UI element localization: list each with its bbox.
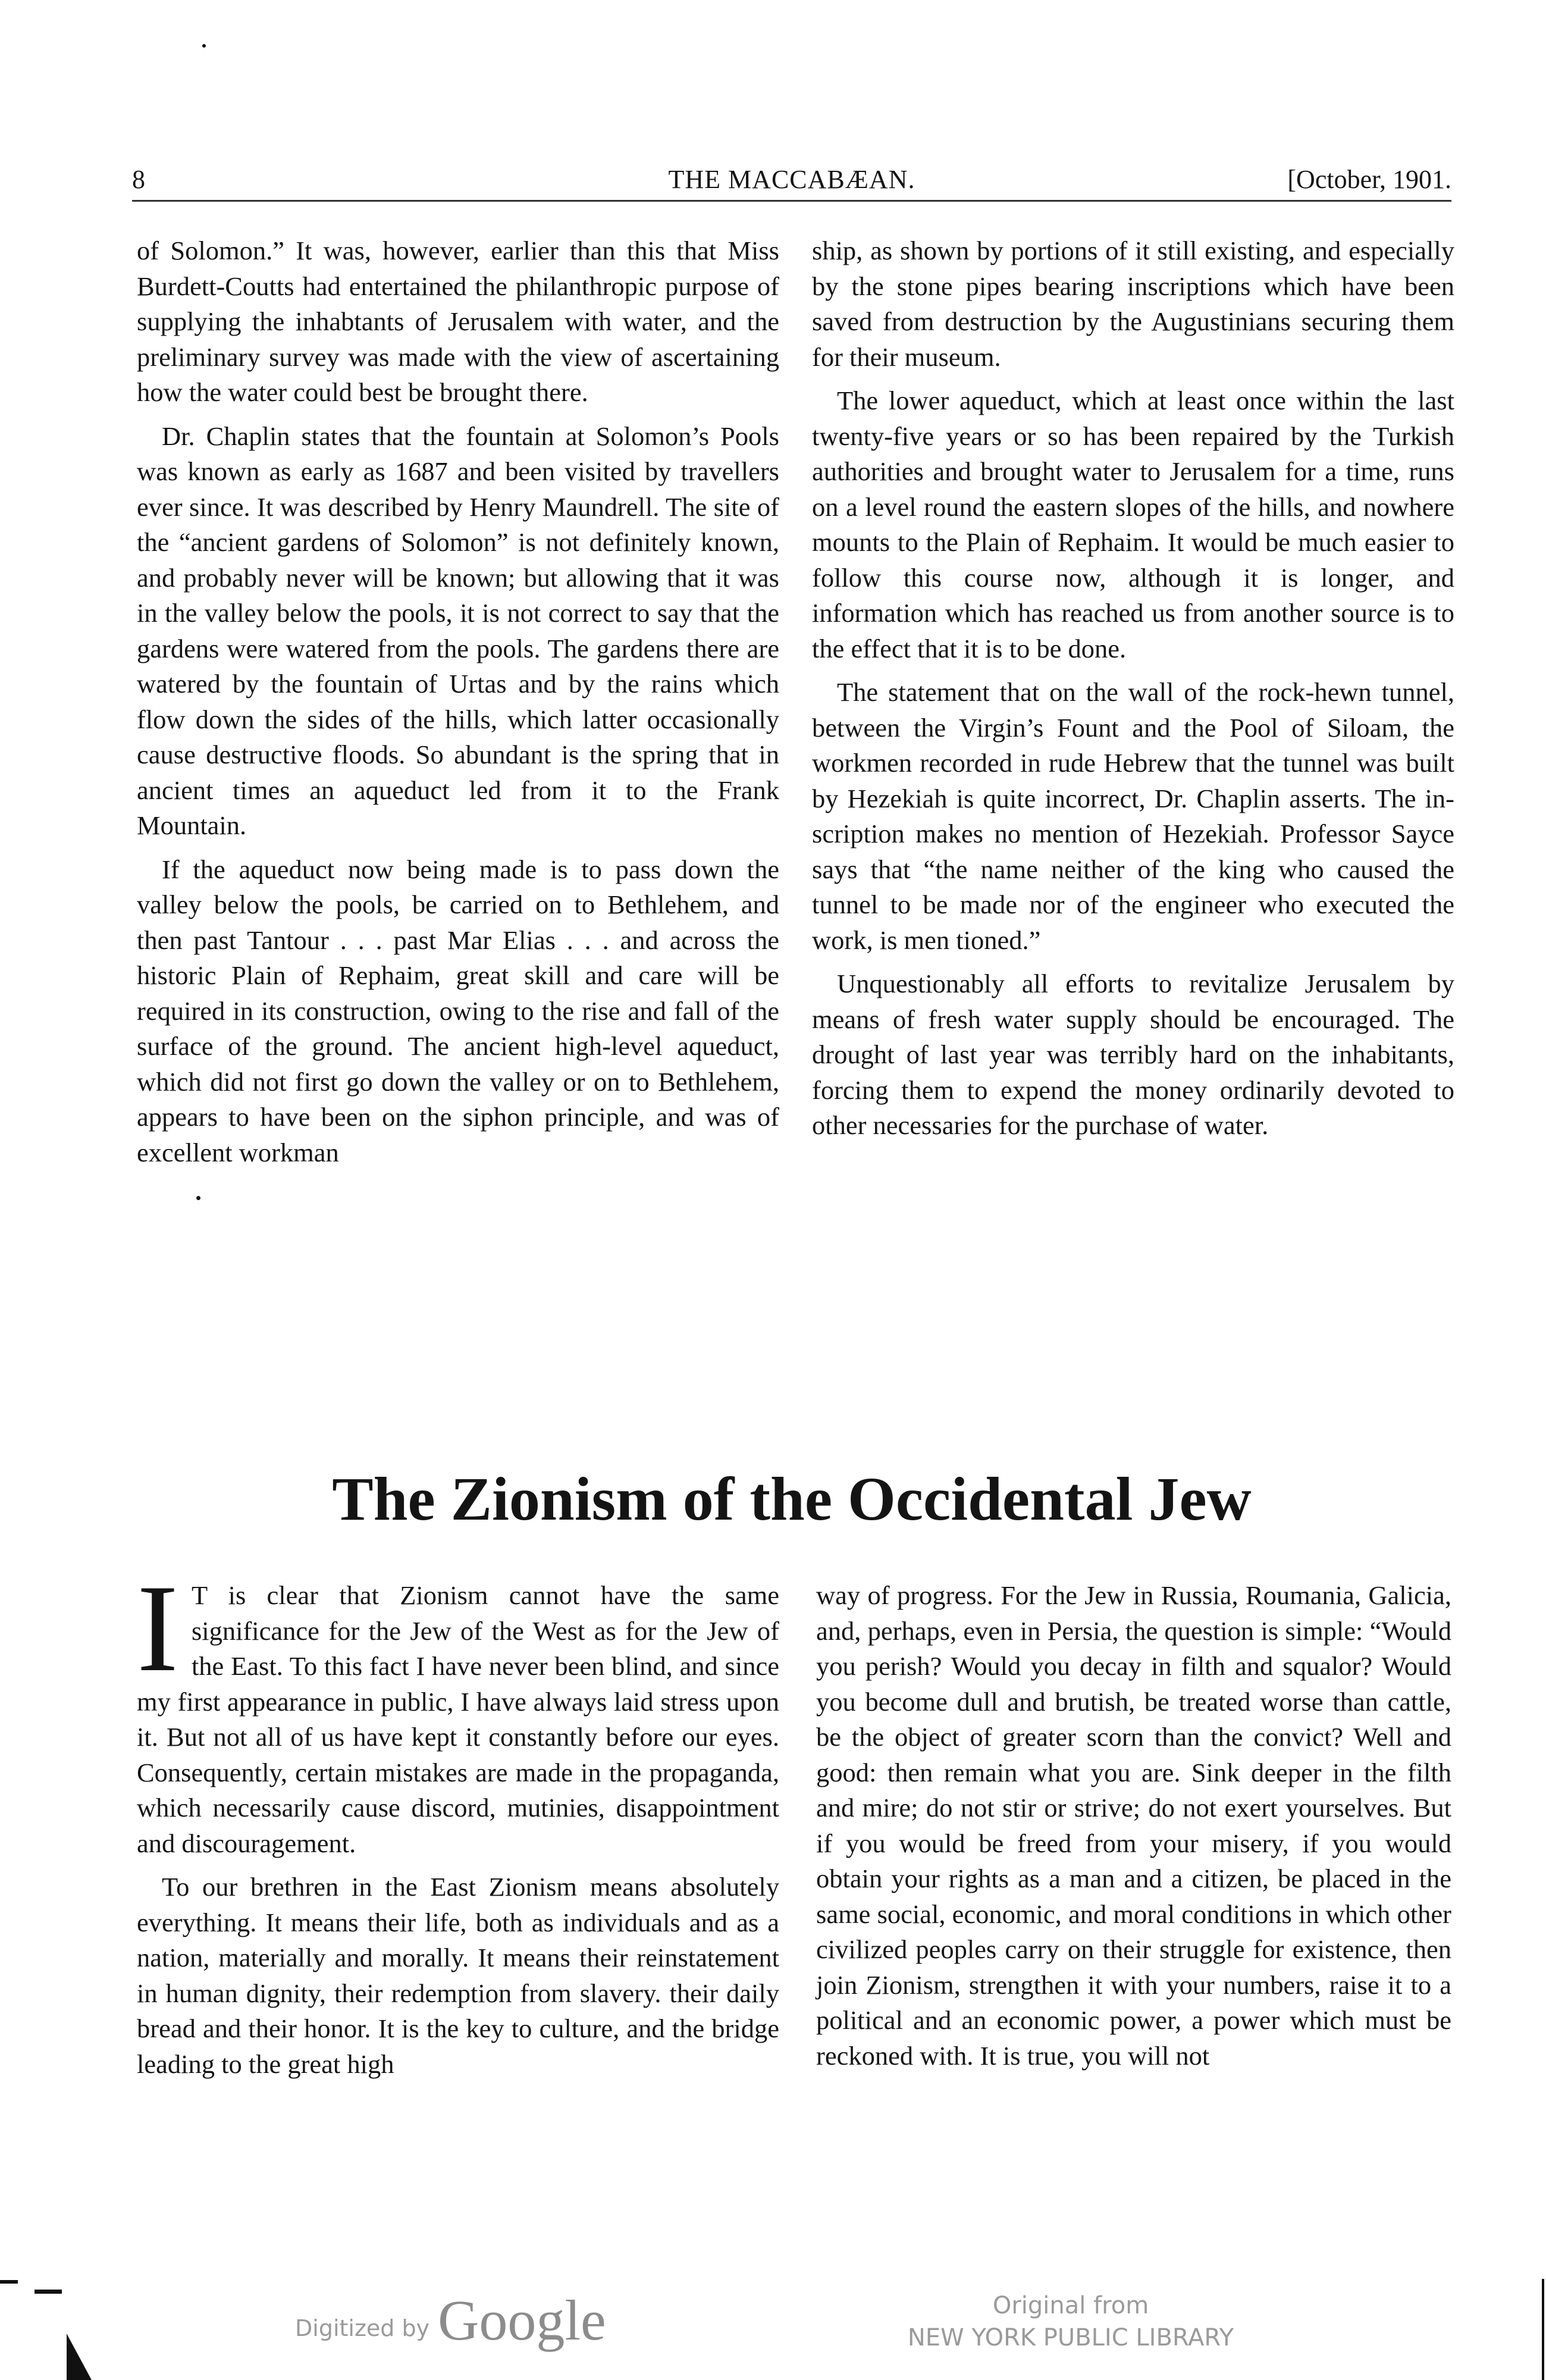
- article-title: The Zionism of the Occidental Jew: [332, 1465, 1252, 1533]
- paragraph: [137, 1559, 779, 1861]
- publication-title: THE MACCABÆAN.: [668, 165, 915, 194]
- scan-mark: [0, 2280, 18, 2284]
- paragraph: If the aqueduct now being made is to pass down the valley below the pools, be carried on to Bethlehem, and then past Tantour . . . past Mar Elias . . . and across the historic Plain of Rephaim, great skill and care will be required in its construction, owing to the rise and fall of the surface of the ground. The ancient high-level aqueduct, which did not first go down the valley or on to Bethlehem, appears to have been on the siphon principle, and was of excellent workman: [137, 854, 779, 1167]
- digitized-by-text: Digitized by: [295, 2315, 430, 2341]
- paragraph: way of progress. For the Jew in Russia, Roumania, Galicia, and, perhaps, even in Persia, the question is simple: “Would you perish? Would you decay in filth and squalor? Would you become dull and brutish, be treated worse than cattle, be the object of greater scorn than the convict? Well and good: then remain what you are. Sink deeper in the filth and mire; do not stir or strive; do not exert yourselves. But if you would be freed from your misery, if you would obtain your rights as a man and a citizen, be placed in the same social, economic, and moral conditions in which other civilized peoples carry on their struggle for existence, then join Zionism, strengthen it with your numbers, raise it to a political and an economic power, a power which must be reckoned with. It is true, you will not: [816, 1580, 1451, 2071]
- scan-mark: [196, 1196, 200, 1200]
- paragraph: of Solomon.” It was, however, earlier than this that Miss Burdett-Coutts had entertained the philanthropic purpose of supplying the inhabtants of Jerusalem with water, and the preliminary survey was made with the view of ascertaining how the water could best be brought there.: [137, 236, 779, 407]
- paragraph: ship, as shown by portions of it still existing, and especially by the stone pipes bearing inscriptions which have been saved from destruction by the Augustinians securing them for their museum.: [812, 236, 1454, 372]
- google-logo: Google: [438, 2288, 606, 2352]
- paragraph: To our brethren in the East Zionism means absolutely everything. It means their life, both as individuals and as a nation, materially and morally. It means their reinstatement in human dignity, their redemption from slavery. their daily bread and their honor. It is the key to culture, and the bridge leading to the great high: [137, 1872, 779, 2079]
- scan-mark: [202, 44, 206, 48]
- paragraph: Unquestionably all efforts to revitalize Jerusalem by means of fresh water supply should be encouraged. The drought of last year was terribly hard on the inhabitants, forcing them to expend the money ordinarily devoted to other necessaries for the purchase of water.: [812, 969, 1454, 1140]
- article1-column-left: [137, 233, 779, 1170]
- paragraph: Dr. Chaplin states that the fountain at Solomon’s Pools was known as early as 1687 and been visited by travellers ever since. It was described by Henry Maundrell. The site of the “ancient gardens of Solomon” is not definitely known, and probably never will be known; but allowing that it was in the valley below the pools, it is not correct to say that the gardens were watered from the pools. The gardens there are watered by the fountain of Urtas and by the rains which flow down the sides of the hills, which latter occasionally cause destructive floods. So abundant is the spring that in ancient times an aqueduct led from it to the Frank Mountain.: [137, 421, 779, 840]
- scan-mark: [1542, 2279, 1544, 2380]
- issue-date: [October, 1901.: [1287, 165, 1451, 194]
- paragraph: The statement that on the wall of the rock-hewn tunnel, between the Virgin’s Fount and the Pool of Siloam, the workmen recorded in rude Hebrew that the tunnel was built by Hezekiah is quite incorrect, Dr. Chaplin asserts. The inscription makes no mention of Hezekiah. Professor Sayce says that “the name neither of the king who caused the tunnel to be made nor of the engineer who executed the work, is men tioned.”: [812, 677, 1454, 955]
- header-rule: [132, 200, 1451, 202]
- article2-column-left: [137, 1559, 779, 2082]
- paragraph: The lower aqueduct, which at least once within the last twenty-five years or so has been repaired by the Turkish authorities and brought water to Jerusalem for a time, runs on a level round the eastern slopes of the hills, and nowhere mounts to the Plain of Rephaim. It would be much easier to follow this course now, although it is longer, and information which has reached us from another source is to the effect that it is to be done.: [812, 386, 1454, 663]
- library-name: NEW YORK PUBLIC LIBRARY: [907, 2324, 1234, 2351]
- digitized-by-watermark: [295, 2288, 606, 2355]
- drop-cap: I: [137, 1559, 178, 1698]
- original-source-watermark: [857, 2290, 1285, 2354]
- article2-column-right: [816, 1578, 1451, 2074]
- article1-column-right: [812, 233, 1454, 1144]
- scan-mark: [67, 2334, 92, 2380]
- scan-mark: [35, 2290, 62, 2294]
- paragraph-text: T is clear that Zionism cannot have the same significance for the Jew of the West as for the Jew of the East. To this fact I have never been blind, and since my first appearance in public, I have always laid stress upon it. But not all of us have kept it constantly before our eyes. Consequently, certain mistakes are made in the propaganda, which necessarily cause discord, mutinies, disappointment and discouragement.: [137, 1580, 779, 1858]
- page-number: 8: [132, 165, 145, 194]
- running-header: [132, 162, 1451, 198]
- original-from-text: Original from: [992, 2292, 1149, 2319]
